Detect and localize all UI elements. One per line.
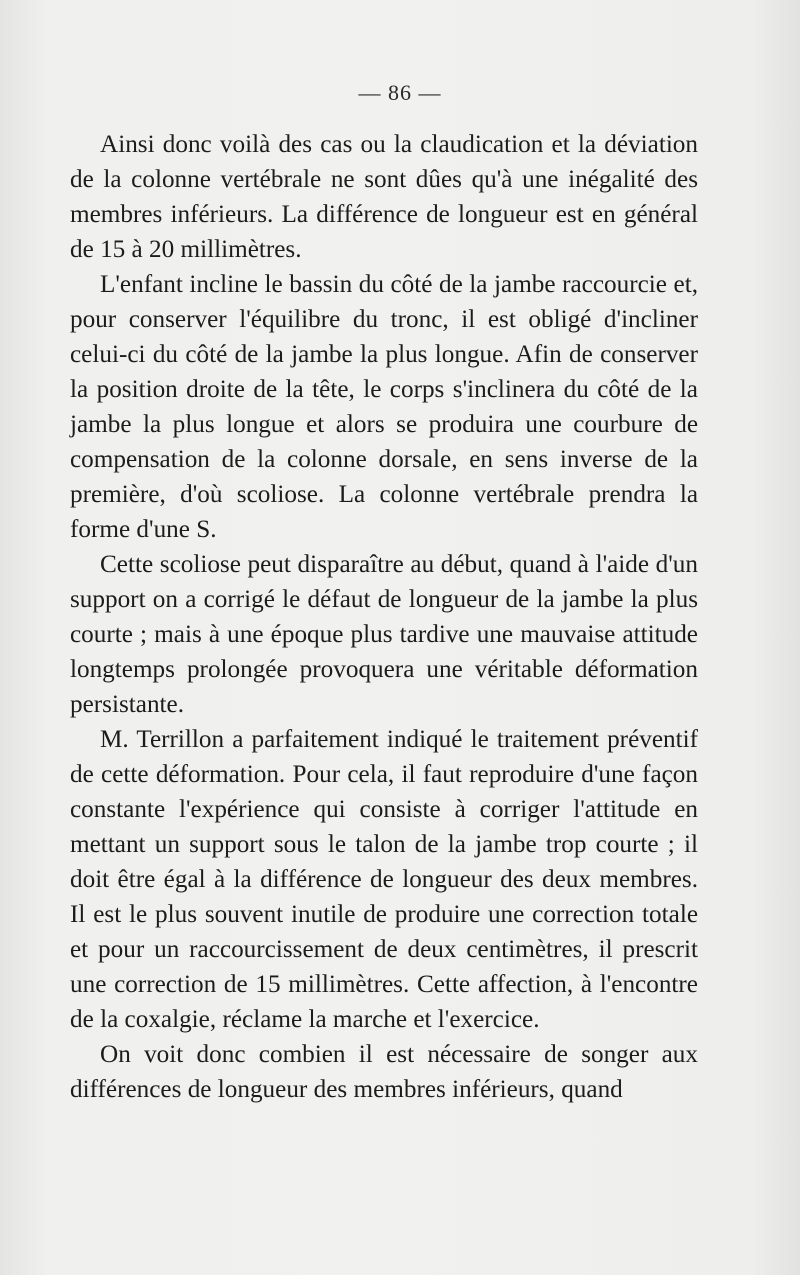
paragraph-5: On voit donc combien il est nécessaire de songer aux différences de longueur des membres inférieurs, quand (70, 1041, 698, 1103)
paragraph-2: L'enfant incline le bassin du côté de la jambe raccourcie et, pour conserver l'équilibre du tronc, il est obligé d'incliner celui-ci du côté de la jambe la plus longue. Afin de conserver la position droite de la tête, le corps s'inclinera du côté de la jambe la plus longue et alors se produira une courbure de compensation de la colonne dorsale, en sens inverse de la première, d'où scoliose. La colonne vertébrale prendra la forme d'une S. (70, 271, 698, 543)
page-number: — 86 — (358, 80, 442, 105)
paragraph-3: Cette scoliose peut disparaître au début, quand à l'aide d'un support on a corrigé le défaut de longueur de la jambe la plus courte ; mais à une époque plus tardive une mauvaise attitude longtemps prolongée provoquera une véritable déformation persistante. (70, 551, 698, 718)
paragraph-1: Ainsi donc voilà des cas ou la claudication et la déviation de la colonne vertébrale ne sont dûes qu'à une inégalité des membres inférieurs. La différence de longueur est en général de 15 à 20 millimètres. (70, 131, 698, 263)
body-text (70, 127, 698, 1107)
paragraph-4: M. Terrillon a parfaitement indiqué le traitement préventif de cette déformation. Pour cela, il faut reproduire d'une façon constante l'expérience qui consiste à corriger l'attitude en mettant un support sous le talon de la jambe trop courte ; il doit être égal à la différence de longueur des deux membres. Il est le plus souvent inutile de produire une correction totale et pour un raccourcissement de deux centimètres, il prescrit une correction de 15 millimètres. Cette affection, à l'encontre de la coxalgie, réclame la marche et l'exercice. (70, 726, 698, 1033)
